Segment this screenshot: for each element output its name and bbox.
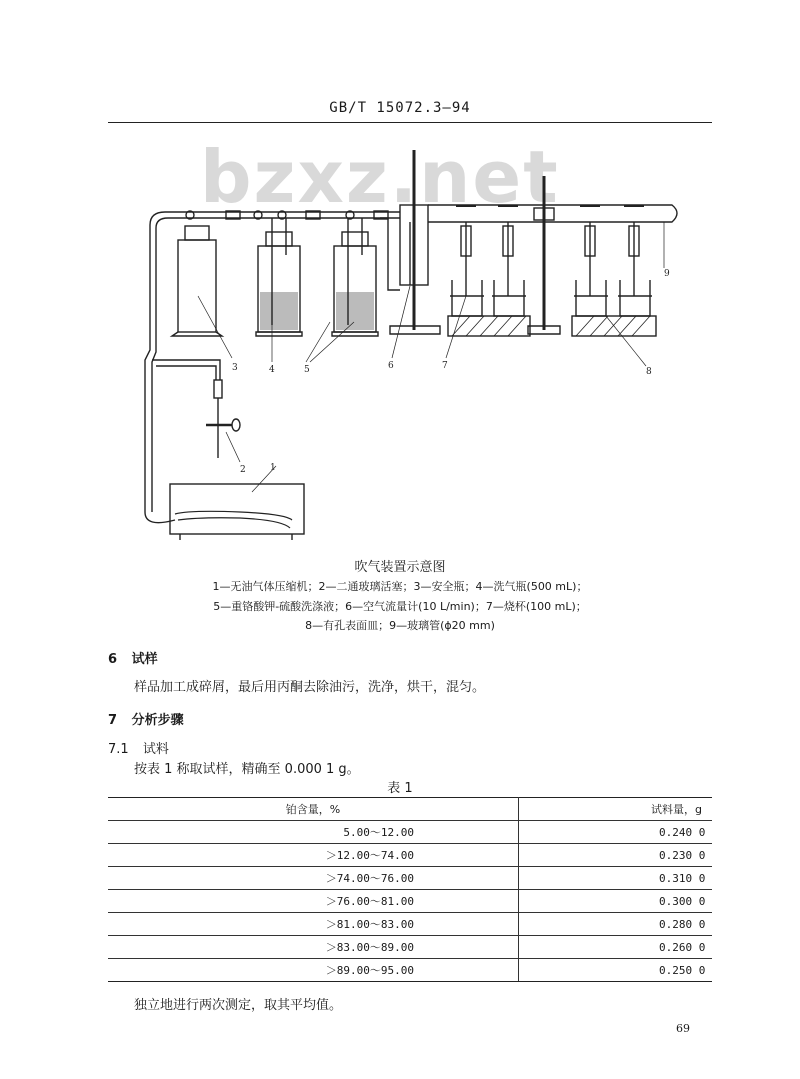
table-cell: ＞89.00～95.00 xyxy=(108,959,519,982)
closing-text: 独立地进行两次测定，取其平均值。 xyxy=(134,998,343,1013)
section-6-heading xyxy=(108,648,158,667)
section-title: 试料 xyxy=(142,742,169,757)
callout-9: 9 xyxy=(664,269,670,279)
table-caption: 表 1 xyxy=(387,781,413,796)
callout-8: 8 xyxy=(646,367,652,377)
table-row xyxy=(108,844,712,867)
table-cell: 0.310 0 xyxy=(519,867,713,890)
callout-2: 2 xyxy=(240,465,246,475)
callout-4: 4 xyxy=(269,365,275,375)
callout-5: 5 xyxy=(304,365,310,375)
column-header: 试料量，g xyxy=(519,798,713,821)
section-7-1-heading xyxy=(108,738,169,757)
apparatus-diagram xyxy=(120,140,690,540)
callout-6: 6 xyxy=(388,361,394,371)
section-7-heading xyxy=(108,709,184,728)
table-row xyxy=(108,890,712,913)
header-rule xyxy=(108,122,712,123)
column-header: 铂含量，% xyxy=(108,798,519,821)
beakers xyxy=(450,280,652,316)
standard-header: GB/T 15072.3—94 xyxy=(329,100,471,116)
section-title: 试样 xyxy=(131,652,158,667)
table-row xyxy=(108,936,712,959)
table-cell: ＞81.00～83.00 xyxy=(108,913,519,936)
watermark: bzxz.net xyxy=(200,135,560,219)
table-cell: 0.250 0 xyxy=(519,959,713,982)
figure-caption-line-1: 1—无油气体压缩机；2—二通玻璃活塞；3—安全瓶；4—洗气瓶(500 mL)； xyxy=(212,580,588,593)
table-cell: 0.280 0 xyxy=(519,913,713,936)
section-number: 7.1 xyxy=(108,742,129,757)
table-row xyxy=(108,821,712,844)
table-row xyxy=(108,913,712,936)
page-number: 69 xyxy=(676,1022,690,1035)
table-row xyxy=(108,867,712,890)
table-cell: 0.240 0 xyxy=(519,821,713,844)
table-cell: ＞12.00～74.00 xyxy=(108,844,519,867)
figure-caption-title: 吹气装置示意图 xyxy=(354,560,446,575)
callout-3: 3 xyxy=(232,363,238,373)
table-cell: ＞76.00～81.00 xyxy=(108,890,519,913)
figure-caption-line-2: 5—重铬酸钾-硫酸洗涤液；6—空气流量计(10 L/min)；7—烧杯(100 mL)； xyxy=(213,600,587,613)
table-cell: 0.230 0 xyxy=(519,844,713,867)
section-7-1-text: 按表 1 称取试样，精确至 0.000 1 g。 xyxy=(134,762,360,777)
table-cell: ＞83.00～89.00 xyxy=(108,936,519,959)
table-cell: 0.300 0 xyxy=(519,890,713,913)
table-row xyxy=(108,959,712,982)
callout-7: 7 xyxy=(442,361,448,371)
callout-1: 1 xyxy=(270,463,276,473)
section-6-text: 样品加工成碎屑，最后用丙酮去除油污，洗净，烘干，混匀。 xyxy=(134,680,486,695)
figure-caption-line-3: 8—有孔表面皿；9—玻璃管(ϕ20 mm) xyxy=(305,619,495,632)
section-number: 6 xyxy=(108,652,118,667)
table-1 xyxy=(108,797,712,982)
table-cell: 0.260 0 xyxy=(519,936,713,959)
table-cell: 5.00～12.00 xyxy=(108,821,519,844)
section-number: 7 xyxy=(108,713,118,728)
compressor-body xyxy=(170,484,304,534)
section-title: 分析步骤 xyxy=(131,713,184,728)
table-cell: ＞74.00～76.00 xyxy=(108,867,519,890)
